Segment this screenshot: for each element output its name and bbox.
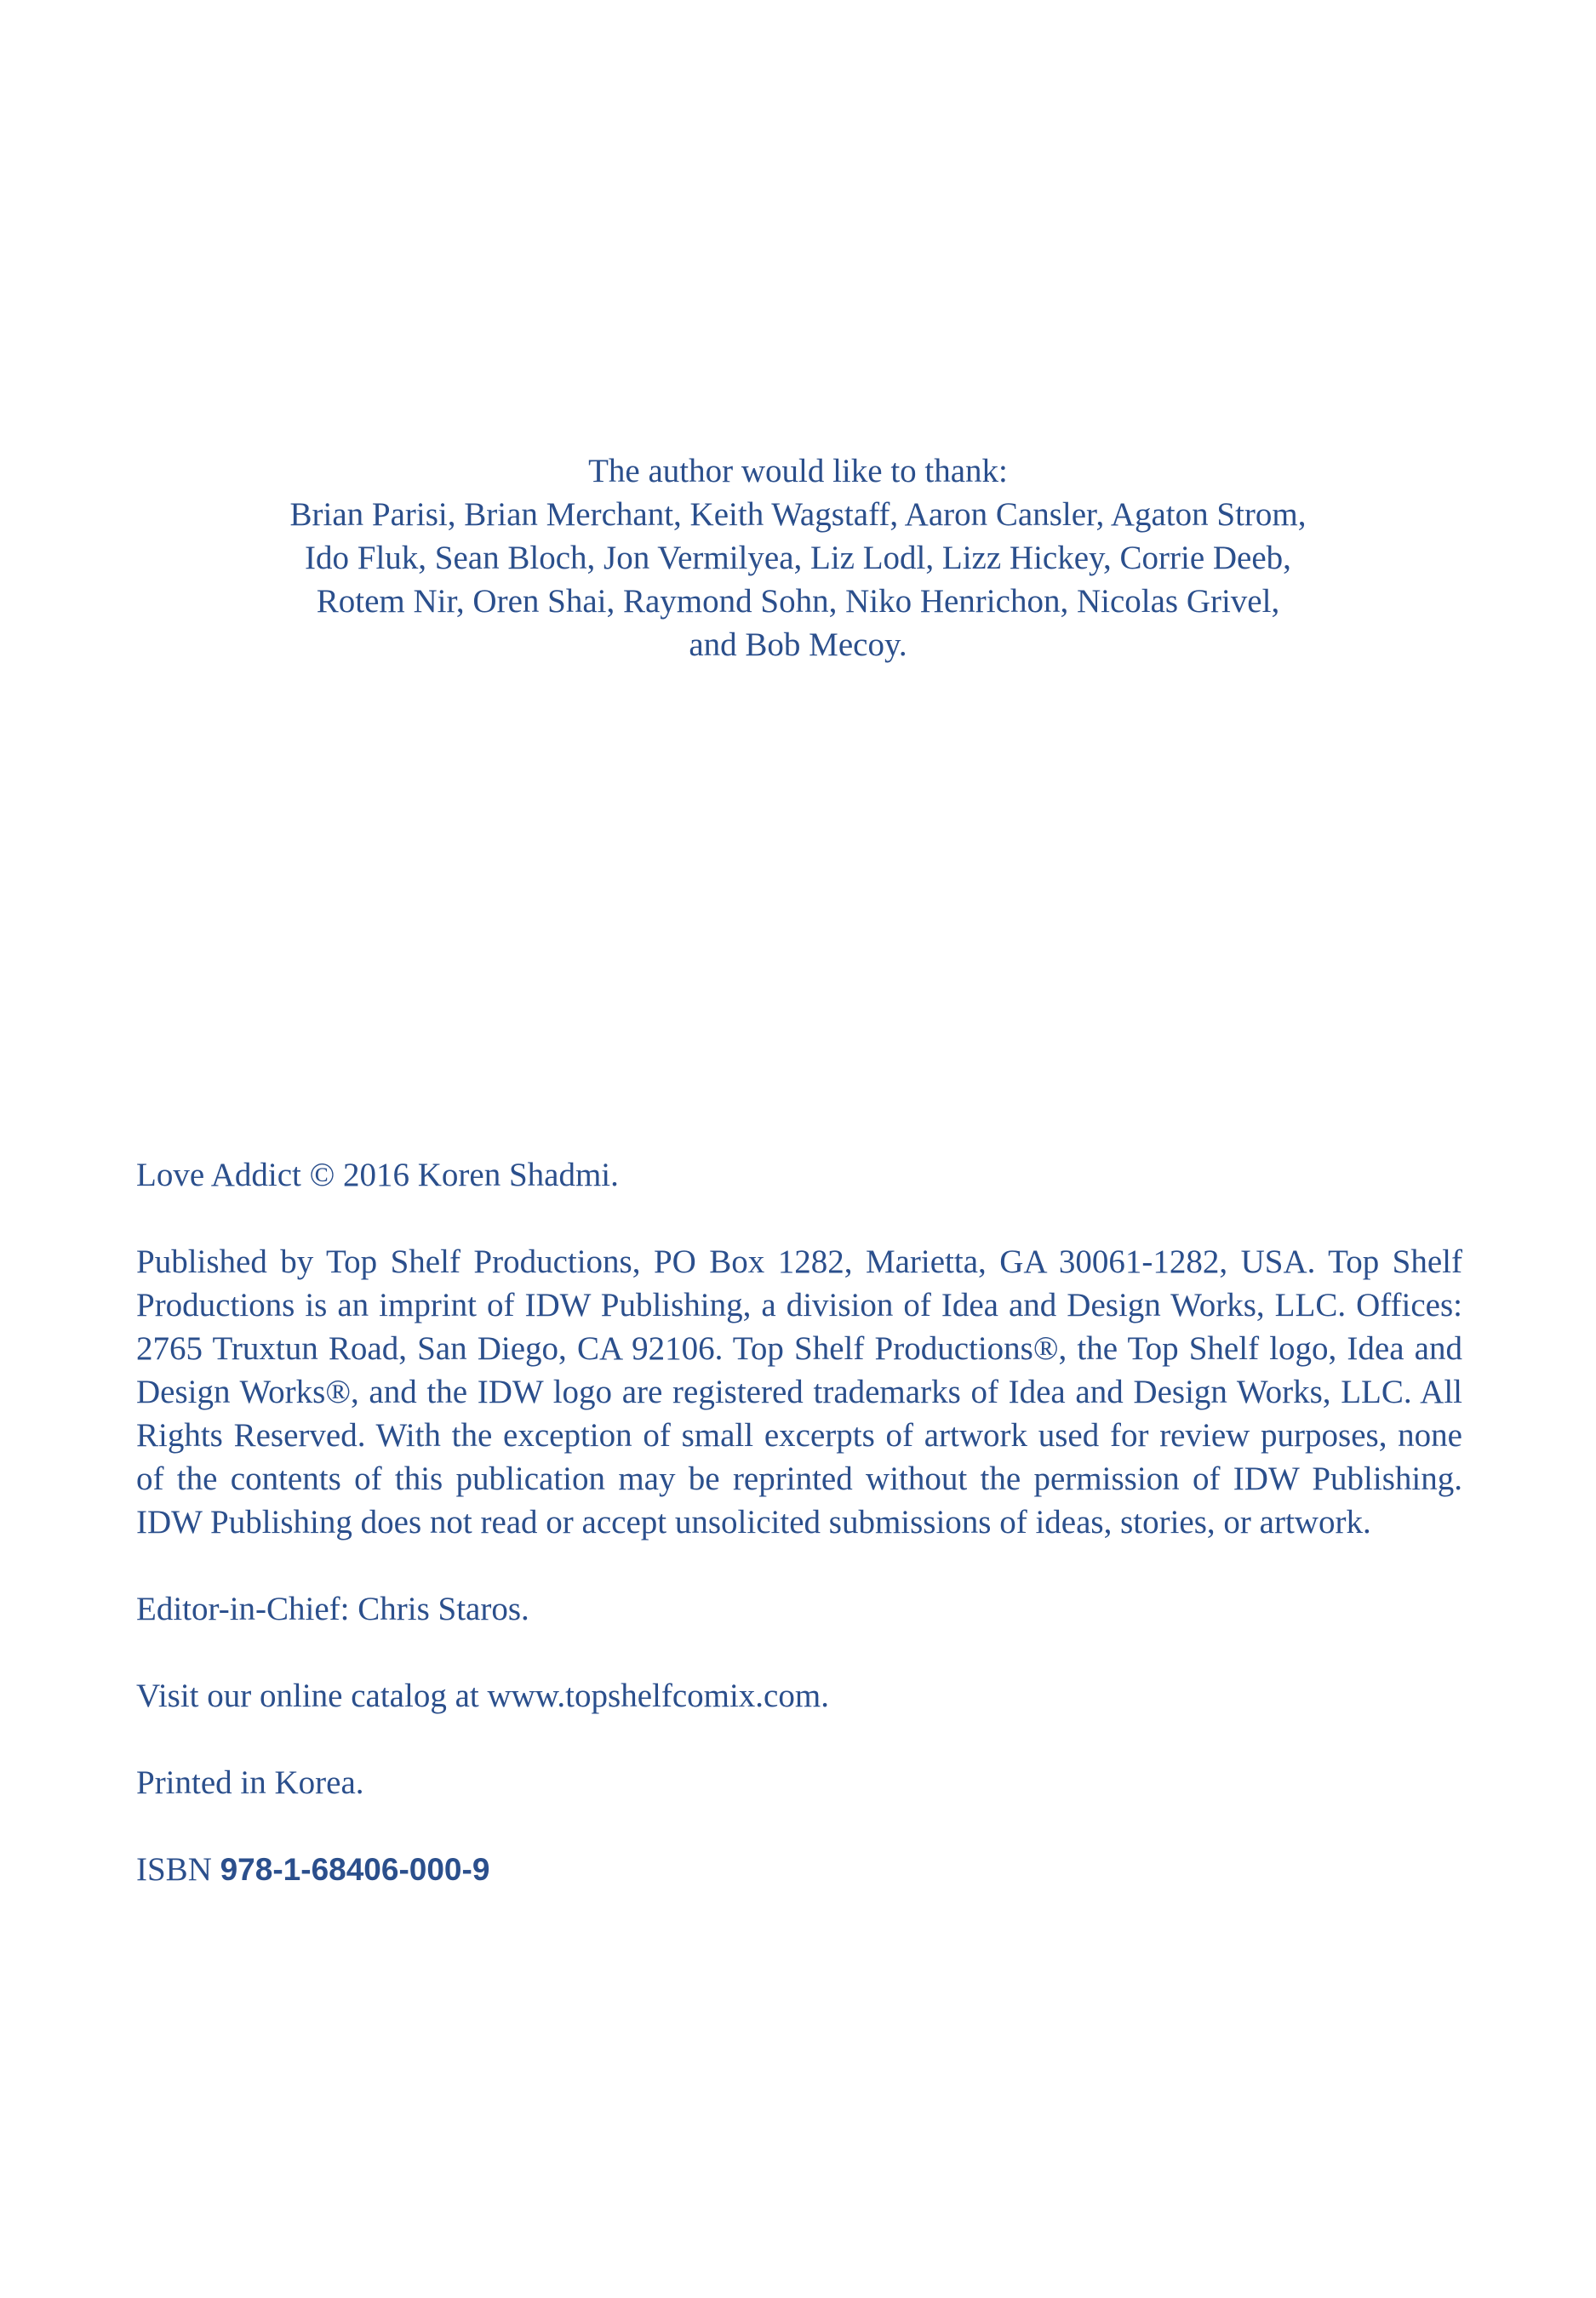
- printed-notice: Printed in Korea.: [136, 1764, 364, 1801]
- acknowledgements-line: and Bob Mecoy.: [689, 626, 907, 663]
- acknowledgements: [0, 449, 1596, 666]
- editor-credit: Editor-in-Chief: Chris Staros.: [136, 1591, 529, 1627]
- acknowledgements-line: Ido Fluk, Sean Bloch, Jon Vermilyea, Liz Lodl, Lizz Hickey, Corrie Deeb,: [305, 540, 1291, 576]
- publisher-notice: Published by Top Shelf Productions, PO Box 1282, Marietta, GA 30061-1282, USA. Top Shelf Productions is an imprint of IDW Publishing, a division of Idea and Design Works, LLC. Offices: 2765 Truxtun Road, San Diego, CA 92106. Top Shelf Productions®, the Top Shelf logo, Idea and Design Works®, and the IDW logo are registered trademarks of Idea and Design Works, LLC. All Rights Reserved. With the exception of small excerpts of artwork used for review purposes, none of the contents of this publication may be reprinted without the permission of IDW Publishing. IDW Publishing does not read or accept unsolicited submissions of ideas, stories, or artwork.: [136, 1243, 1462, 1541]
- copyright-notice: Love Addict © 2016 Koren Shadmi.: [136, 1157, 619, 1193]
- acknowledgements-line: Brian Parisi, Brian Merchant, Keith Wagstaff, Aaron Cansler, Agaton Strom,: [289, 496, 1307, 533]
- isbn-number: 978-1-68406-000-9: [220, 1852, 490, 1887]
- catalog-notice: Visit our online catalog at www.topshelfcomix.com.: [136, 1678, 829, 1714]
- acknowledgements-line: Rotem Nir, Oren Shai, Raymond Sohn, Niko Henrichon, Nicolas Grivel,: [316, 583, 1280, 620]
- colophon: [136, 1153, 1462, 1935]
- isbn-label: ISBN: [136, 1851, 212, 1888]
- acknowledgements-heading: The author would like to thank:: [588, 453, 1008, 489]
- isbn: [136, 1848, 1462, 1891]
